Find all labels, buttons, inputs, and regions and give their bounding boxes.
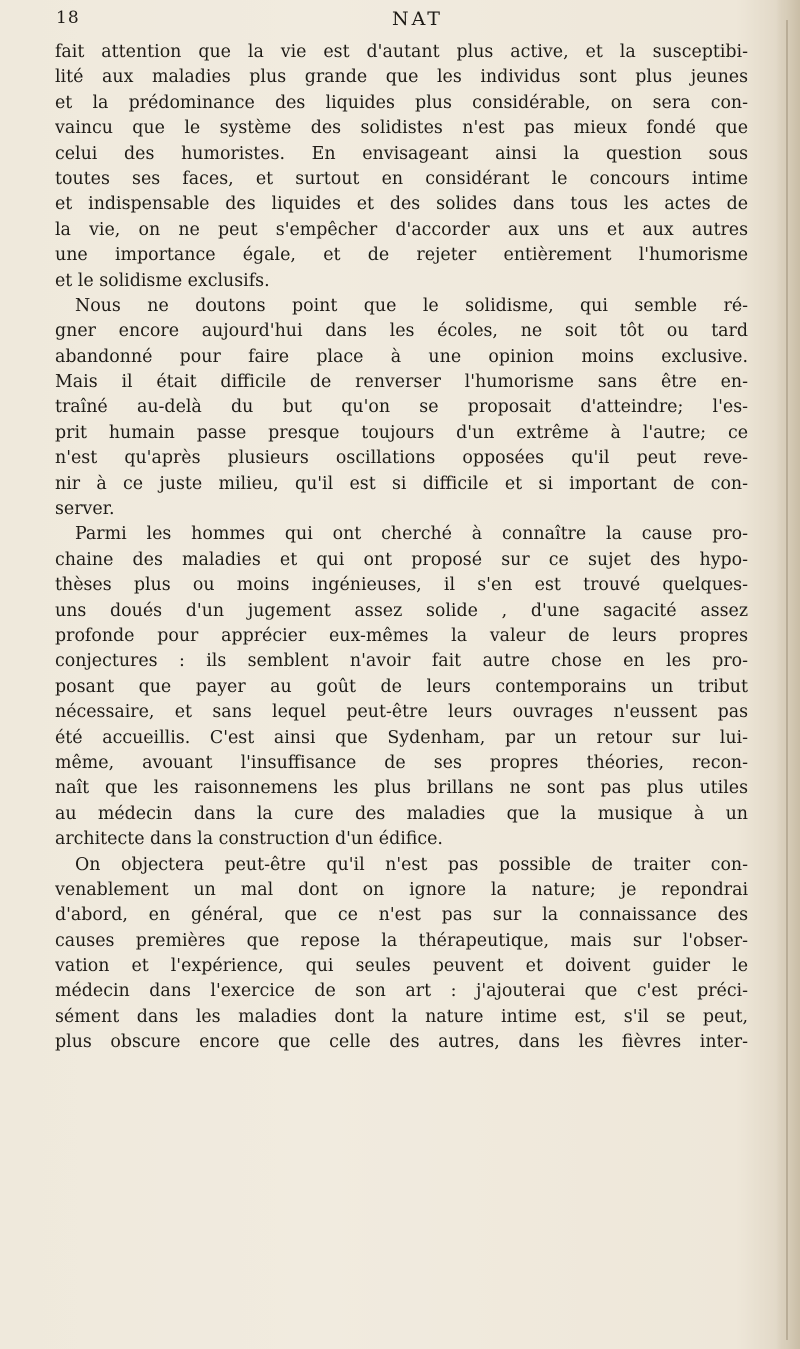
text-line: naît que les raisonnemens les plus brillans ne sont pas plus utiles <box>55 778 748 799</box>
text-line: n'est qu'après plusieurs oscillations opposées qu'il peut reve- <box>55 448 748 469</box>
text-line: été accueillis. C'est ainsi que Sydenham, par un retour sur lui- <box>55 727 748 748</box>
text-line: lité aux maladies plus grande que les individus sont plus jeunes <box>55 67 748 88</box>
text-line: toutes ses faces, et surtout en considérant le concours intime <box>55 168 748 189</box>
text-line: et la prédominance des liquides plus considérable, on sera con- <box>55 92 748 113</box>
text-line: thèses plus ou moins ingénieuses, il s'en est trouvé quelques- <box>55 575 748 596</box>
text-line: nécessaire, et sans lequel peut-être leurs ouvrages n'eussent pas <box>55 702 748 723</box>
text-line: chaine des maladies et qui ont proposé sur ce sujet des hypo- <box>55 549 748 570</box>
text-line: nir à ce juste milieu, qu'il est si difficile et si important de con- <box>55 473 748 494</box>
text-line: posant que payer au goût de leurs contemporains un tribut <box>55 676 748 697</box>
text-line: uns doués d'un jugement assez solide , d'une sagacité assez <box>55 600 748 621</box>
text-line: server. <box>55 499 115 520</box>
page-edge-shadow <box>776 0 800 1349</box>
text-line: fait attention que la vie est d'autant plus active, et la susceptibi- <box>55 42 748 62</box>
text-line: abandonné pour faire place à une opinion moins exclusive. <box>55 346 748 367</box>
running-head: NAT <box>392 8 443 30</box>
text-line: On objectera peut-être qu'il n'est pas possible de traiter con- <box>75 854 748 875</box>
body-text <box>55 40 748 1056</box>
text-line: Mais il était difficile de renverser l'humorisme sans être en- <box>55 372 748 393</box>
text-line: traîné au-delà du but qu'on se proposait d'atteindre; l'es- <box>55 397 748 418</box>
page-number: 18 <box>56 8 80 28</box>
text-line: Parmi les hommes qui ont cherché à connaître la cause pro- <box>75 524 748 545</box>
text-line: une importance égale, et de rejeter entièrement l'humorisme <box>55 245 748 266</box>
text-line: gner encore aujourd'hui dans les écoles, ne soit tôt ou tard <box>55 321 748 342</box>
page-header <box>56 8 746 36</box>
text-line: celui des humoristes. En envisageant ainsi la question sous <box>55 143 748 164</box>
text-line: d'abord, en général, que ce n'est pas sur la connaissance des <box>55 905 748 926</box>
text-line: sément dans les maladies dont la nature intime est, s'il se peut, <box>55 1006 748 1027</box>
text-line: médecin dans l'exercice de son art : j'ajouterai que c'est préci- <box>55 981 748 1002</box>
text-line: conjectures : ils semblent n'avoir fait autre chose en les pro- <box>55 651 748 672</box>
text-line: profonde pour apprécier eux-mêmes la valeur de leurs propres <box>55 625 748 646</box>
text-line: vaincu que le système des solidistes n'est pas mieux fondé que <box>55 118 748 139</box>
text-line: causes premières que repose la thérapeutique, mais sur l'obser- <box>55 930 748 951</box>
text-line: et indispensable des liquides et des solides dans tous les actes de <box>55 194 748 215</box>
text-line: la vie, on ne peut s'empêcher d'accorder aux uns et aux autres <box>55 219 748 240</box>
text-line: même, avouant l'insuffisance de ses propres théories, recon- <box>55 752 748 773</box>
text-line: Nous ne doutons point que le solidisme, qui semble ré- <box>75 295 748 316</box>
text-line: vation et l'expérience, qui seules peuvent et doivent guider le <box>55 956 748 977</box>
text-line: plus obscure encore que celle des autres, dans les fièvres inter- <box>55 1032 748 1053</box>
text-line: prit humain passe presque toujours d'un extrême à l'autre; ce <box>55 422 748 443</box>
page-edge-line <box>786 20 788 1340</box>
text-line: et le solidisme exclusifs. <box>55 270 270 291</box>
text-line: architecte dans la construction d'un édifice. <box>55 829 443 850</box>
text-line: venablement un mal dont on ignore la nature; je repondrai <box>55 879 748 900</box>
text-line: au médecin dans la cure des maladies que la musique à un <box>55 803 748 824</box>
